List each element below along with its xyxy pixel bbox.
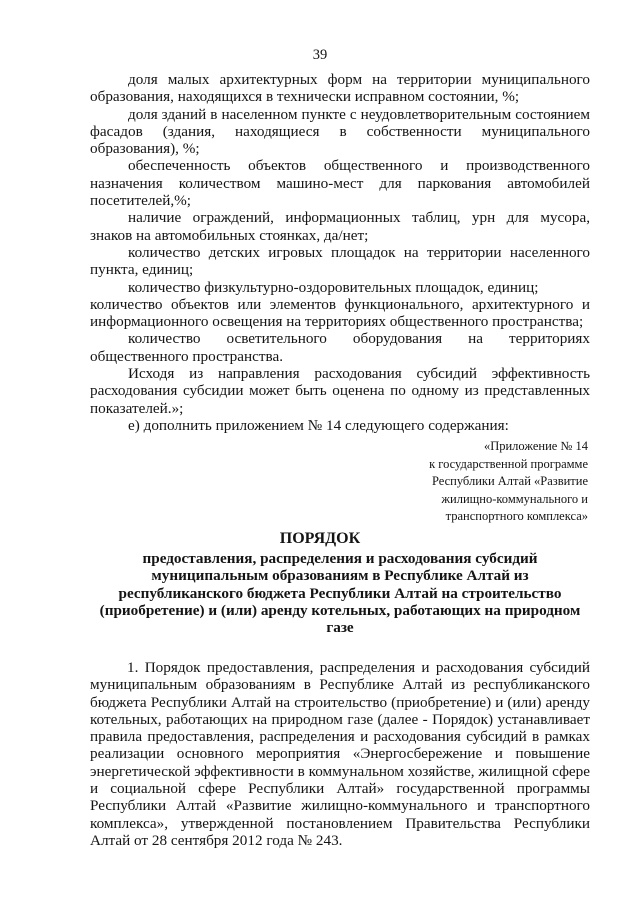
indicator-paragraph: количество физкультурно-оздоровительных площадок, единиц;: [128, 278, 539, 296]
indicator-paragraph: количество детских игровых площадок на территории населенного пункта, единиц;: [90, 243, 590, 279]
appendix-line: транспортного комплекса»: [445, 509, 588, 524]
subtitle-line: республиканского бюджета Республики Алтай на строительство: [118, 584, 562, 602]
subtitle-line: (приобретение) и (или) аренду котельных, работающих на природном: [99, 601, 581, 619]
page-number: 39: [312, 47, 328, 63]
subtitle-line: газе: [326, 619, 354, 637]
indicator-paragraph: доля зданий в населенном пункте с неудовлетворительным состоянием фасадов (здания, находящиеся в собственности муниципального образования), %;: [90, 105, 590, 158]
appendix-header: [400, 438, 588, 526]
document-title: ПОРЯДОК: [279, 530, 361, 547]
efficiency-paragraph: Исходя из направления расходования субсидий эффективность расходования субсидии может быть оценена по одному из представленных показателей.»;: [90, 365, 590, 417]
indicator-paragraph: количество объектов или элементов функционального, архитектурного и информационного освещения на территориях общественного пространства;: [90, 295, 590, 331]
appendix-line: «Приложение № 14: [483, 439, 588, 453]
indicator-list: [90, 71, 590, 434]
indicator-paragraph: количество осветительного оборудования на территориях общественного пространства.: [90, 330, 590, 365]
subtitle-line: муниципальным образованиям в Республике Алтай из: [151, 567, 529, 585]
indicator-paragraph: наличие ограждений, информационных таблиц, урн для мусора, знаков на автомобильных стоянках, да/нет;: [90, 209, 590, 244]
appendix-line: Республики Алтай «Развитие: [431, 474, 588, 489]
appendix-line: к государственной программе: [429, 456, 588, 471]
indicator-paragraph: обеспеченность объектов общественного и производственного назначения количеством машино-мест для паркования автомобилей посетителей,%;: [90, 157, 590, 210]
appendix-line: жилищно-коммунального и: [441, 491, 588, 506]
document-subtitle: [90, 550, 590, 636]
amendment-paragraph: е) дополнить приложением № 14 следующего содержания:: [128, 416, 509, 434]
subtitle-line: предоставления, распределения и расходования субсидий: [142, 550, 538, 567]
paragraph-1: 1. Порядок предоставления, распределения и расходования субсидий муниципальным образованиям в Республике Алтай из республиканского бюджета Республики Алтай на строительство (приобретение) и (или) аренду котельных, работающих на природном газе (далее - Порядок) устанавливает правила предоставления, распределения и расходования субсидий в рамках реализации основного мероприятия «Энергосбережение и повышение энергетической эффективности в коммунальном хозяйстве, жилищной сфере и социальной сфере Республики Алтай» государственной программы Республики Алтай «Развитие жилищно-коммунального и транспортного комплекса», утвержденной постановлением Правительства Республики Алтай от 28 сентября 2012 года № 243.: [90, 659, 590, 849]
indicator-paragraph: доля малых архитектурных форм на территории муниципального образования, находящихся в технически исправном состоянии, %;: [90, 71, 590, 106]
